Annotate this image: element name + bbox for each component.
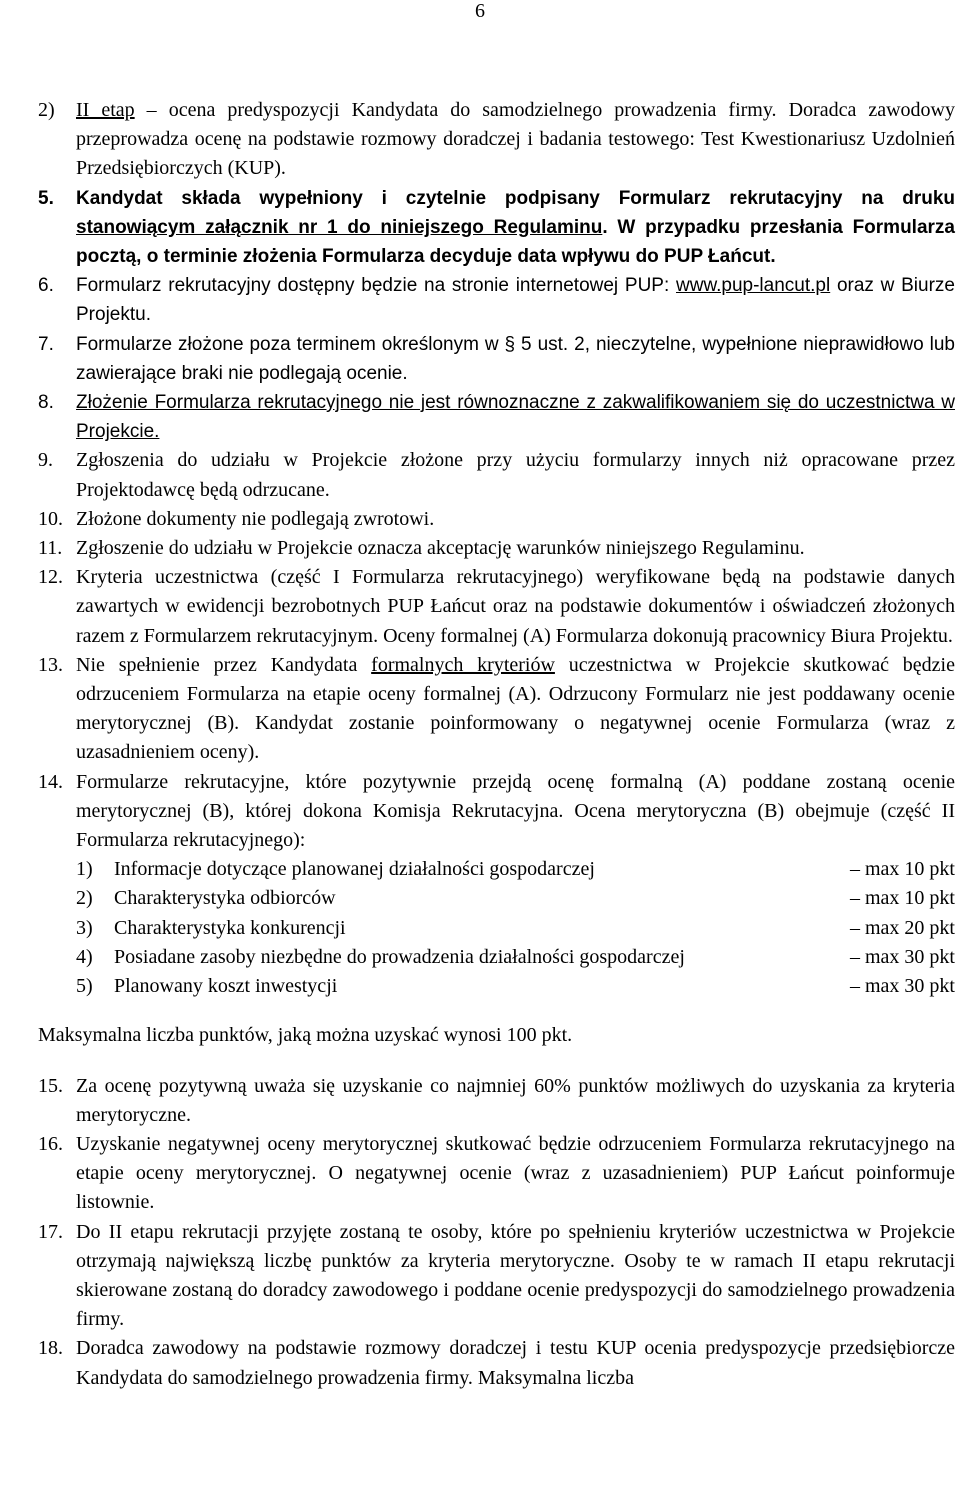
item-text: Formularze złożone poza terminem określonym w § 5 ust. 2, nieczytelne, wypełnione nieprawidłowo lub zawierające braki nie podlegają ocenie. <box>76 333 955 384</box>
item-text: Złożone dokumenty nie podlegają zwrotowi. <box>76 507 435 530</box>
criteria-row <box>76 972 955 1001</box>
item-number: 10. <box>38 507 63 530</box>
criteria-label: Charakterystyka odbiorców <box>114 887 336 910</box>
criteria-number: 5) <box>76 975 93 998</box>
list-item-5 <box>38 184 955 272</box>
item-number: 11. <box>38 537 63 560</box>
item-number: 9. <box>38 449 53 472</box>
criteria-points: – max 30 pkt <box>850 975 955 998</box>
criteria-row <box>76 884 955 913</box>
criteria-label: Posiadane zasoby niezbędne do prowadzenia działalności gospodarczej <box>114 945 685 968</box>
item-text: Doradca zawodowy na podstawie rozmowy doradczej i testu KUP ocenia predyspozycje przedsiębiorcze Kandydata do samodzielnego prowadzenia firmy. Maksymalna liczba <box>76 1337 955 1389</box>
list-item-18 <box>38 1334 955 1392</box>
item-number: 7. <box>38 333 54 355</box>
item-text: Formularze rekrutacyjne, które pozytywnie przejdą ocenę formalną (A) poddane zostaną ocenie merytorycznej (B), której dokona Komisja Rekrutacyjna. Ocena merytoryczna (B) obejmuje (część II Formularza rekrutacyjnego): <box>76 770 955 852</box>
item-text: Formularz rekrutacyjny dostępny będzie na stronie internetowej PUP: www.pup-lancut.pl oraz w Biurze Projektu. <box>76 275 955 326</box>
list-item-6 <box>38 271 955 329</box>
item-content <box>76 768 955 1002</box>
criteria-row <box>76 943 955 972</box>
list-item-10 <box>38 505 955 534</box>
list-item-11 <box>38 534 955 563</box>
item-number: 17. <box>38 1220 63 1243</box>
item-number: 5. <box>38 187 54 209</box>
list-item-12 <box>38 563 955 651</box>
item-number: 12. <box>38 566 63 589</box>
item-text: Zgłoszenia do udziału w Projekcie złożone przy użyciu formularzy innych niż opracowane przez Projektodawcę będą odrzucane. <box>76 449 955 501</box>
item-text: Zgłoszenie do udziału w Projekcie oznacza akceptację warunków niniejszego Regulaminu. <box>76 537 805 560</box>
criteria-label: Charakterystyka konkurencji <box>114 916 346 939</box>
criteria-row <box>76 855 955 884</box>
item-text: Kandydat składa wypełniony i czytelnie podpisany Formularz rekrutacyjny na druku stanowiącym załącznik nr 1 do niniejszego Regulaminu. W przypadku przesłania Formularza pocztą, o terminie złożenia Formularza decyduje data wpływu do PUP Łańcut. <box>76 187 955 268</box>
item-text: Złożenie Formularza rekrutacyjnego nie jest równoznaczne z zakwalifikowaniem się do uczestnictwa w Projekcie. <box>76 392 955 443</box>
paragraph-symbol: § <box>504 333 516 355</box>
list-item-9 <box>38 446 955 504</box>
item-text: Kryteria uczestnictwa (część I Formularza rekrutacyjnego) weryfikowane będą na podstawie danych zawartych w ewidencji bezrobotnych PUP Łańcut oraz na podstawie dokumentów i oświadczeń złożonych razem z Formularzem rekrutacyjnym. Oceny formalnej (A) Formularza dokonują pracownicy Biura Projektu. <box>76 566 955 647</box>
list-item-7 <box>38 330 955 388</box>
item-text: Do II etapu rekrutacji przyjęte zostaną te osoby, które po spełnieniu kryteriów uczestnictwa w Projekcie otrzymają największą liczbę punktów za kryteria merytoryczne. Osoby te w ramach II etapu rekrutacji skierowane zostaną do doradcy zawodowego i poddane ocenie predyspozycji do samodzielnego prowadzenia firmy. <box>76 1220 955 1331</box>
stage-label: II etap <box>76 99 135 121</box>
item-text: II etap – ocena predyspozycji Kandydata do samodzielnego prowadzenia firmy. Doradca zawodowy przeprowadza ocenę na podstawie rozmowy doradczej i badania testowego: Test Kwestionariusz Uzdolnień Przedsiębiorczych (KUP). <box>76 99 955 180</box>
item-number: 13. <box>38 653 63 676</box>
list-item-14 <box>38 768 955 1002</box>
item-number: 15. <box>38 1074 63 1097</box>
item-number: 2) <box>38 99 55 121</box>
criteria-points: – max 20 pkt <box>850 916 955 939</box>
item-number: 18. <box>38 1337 63 1360</box>
criteria-label: Planowany koszt inwestycji <box>114 975 338 998</box>
page-number: 6 <box>475 0 485 22</box>
max-points-note: Maksymalna liczba punktów, jaką można uzyskać wynosi 100 pkt. <box>38 1024 573 1047</box>
document-body <box>38 96 955 1393</box>
list-item-8 <box>38 388 955 446</box>
criteria-number: 1) <box>76 858 93 881</box>
criteria-label: Informacje dotyczące planowanej działalności gospodarczej <box>114 858 595 881</box>
criteria-row <box>76 914 955 943</box>
criteria-number: 2) <box>76 887 93 910</box>
list-item-15 <box>38 1072 955 1130</box>
criteria-number: 4) <box>76 945 93 968</box>
item-number: 14. <box>38 770 63 793</box>
list-item-13 <box>38 651 955 768</box>
list-item-16 <box>38 1130 955 1218</box>
item-number: 16. <box>38 1132 63 1155</box>
list-item-17 <box>38 1218 955 1335</box>
criteria-points: – max 10 pkt <box>850 887 955 910</box>
criteria-points: – max 30 pkt <box>850 945 955 968</box>
criteria-number: 3) <box>76 916 93 939</box>
item-text: Uzyskanie negatywnej oceny merytorycznej skutkować będzie odrzuceniem Formularza rekrutacyjnego na etapie oceny merytorycznej. O negatywnej ocenie (wraz z uzasadnieniem) PUP Łańcut poinformuje listownie. <box>76 1132 955 1214</box>
item-number: 6. <box>38 275 54 297</box>
spacer <box>38 1051 955 1072</box>
item-text: Nie spełnienie przez Kandydata formalnych kryteriów uczestnictwa w Projekcie skutkować będzie odrzuceniem Formularza na etapie oceny formalnej (A). Odrzucony Formularz nie jest poddawany ocenie merytorycznej (B). Kandydat zostanie poinformowany o negatywnej ocenie Formularza (wraz z uzasadnieniem oceny). <box>76 653 955 764</box>
list-item-stage2 <box>38 96 955 184</box>
item-text: Za ocenę pozytywną uważa się uzyskanie co najmniej 60% punktów możliwych do uzyskania za kryteria merytoryczne. <box>76 1074 955 1126</box>
criteria-points: – max 10 pkt <box>850 858 955 881</box>
website-link[interactable]: www.pup-lancut.pl <box>676 275 831 297</box>
item-number: 8. <box>38 392 54 414</box>
spacer <box>38 1001 955 1021</box>
